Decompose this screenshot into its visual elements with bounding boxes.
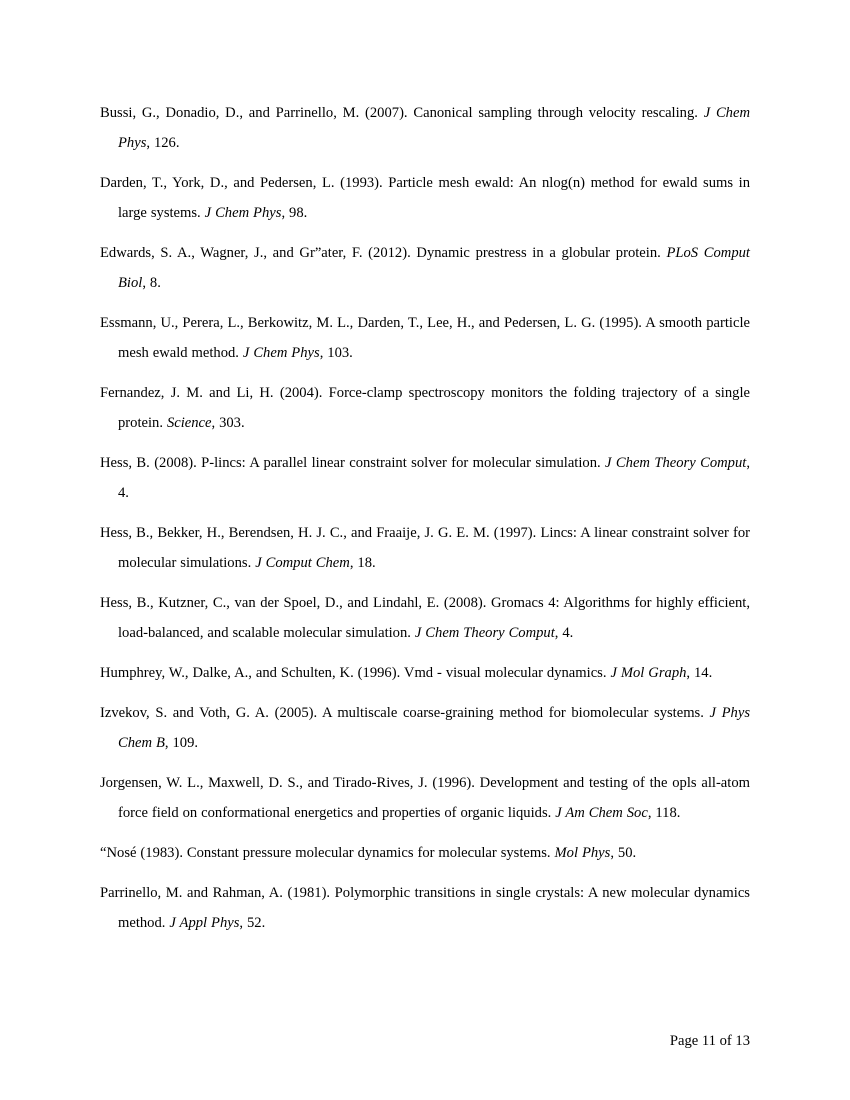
reference-authors-title: Jorgensen, W. L., Maxwell, D. S., and Tirado-Rives, J. (1996). Development and testing of the opls all-atom force field on conformational energetics and properties of organic liquids. — [100, 775, 750, 821]
bibliography-entry — [100, 768, 750, 828]
page-footer — [100, 1026, 750, 1056]
page-number-label: Page 11 of 13 — [669, 1033, 750, 1049]
reference-authors-title: Hess, B., Kutzner, C., van der Spoel, D., and Lindahl, E. (2008). Gromacs 4: Algorithms for highly efficient, load-balanced, and scalable molecular simulation. — [100, 595, 750, 641]
bibliography-entry — [100, 378, 750, 438]
reference-journal: J Chem Phys — [118, 105, 750, 151]
reference-volume: , 14. — [686, 665, 713, 681]
reference-volume: , 18. — [349, 555, 376, 571]
bibliography-entry — [100, 838, 750, 868]
reference-journal: Science — [166, 415, 212, 431]
reference-volume: , 118. — [647, 805, 681, 821]
reference-authors-title: Bussi, G., Donadio, D., and Parrinello, M. (2007). Canonical sampling through velocity rescaling. — [100, 105, 704, 121]
reference-authors-title: Edwards, S. A., Wagner, J., and Gr”ater, F. (2012). Dynamic prestress in a globular protein. — [100, 245, 667, 261]
reference-authors-title: Hess, B. (2008). P-lincs: A parallel linear constraint solver for molecular simulation. — [100, 455, 606, 471]
reference-authors-title: Izvekov, S. and Voth, G. A. (2005). A multiscale coarse-graining method for biomolecular systems. — [100, 705, 710, 721]
bibliography-entry — [100, 588, 750, 648]
bibliography-entry — [100, 308, 750, 368]
reference-volume: , 98. — [281, 205, 308, 221]
reference-volume: , 4. — [118, 455, 750, 501]
reference-journal: J Comput Chem — [255, 555, 350, 571]
reference-volume: , 52. — [239, 915, 266, 931]
reference-authors-title: Fernandez, J. M. and Li, H. (2004). Force-clamp spectroscopy monitors the folding trajectory of a single protein. — [100, 385, 750, 431]
reference-authors-title: Hess, B., Bekker, H., Berendsen, H. J. C., and Fraaije, J. G. E. M. (1997). Lincs: A linear constraint solver for molecular simulations. — [100, 525, 750, 571]
reference-journal: Mol Phys — [554, 845, 611, 861]
reference-volume: , 4. — [554, 625, 574, 641]
reference-volume: , 50. — [610, 845, 637, 861]
reference-authors-title: Parrinello, M. and Rahman, A. (1981). Polymorphic transitions in single crystals: A new molecular dynamics method. — [100, 885, 750, 931]
reference-journal: J Am Chem Soc — [555, 805, 648, 821]
reference-volume: , 8. — [142, 275, 161, 291]
reference-journal: J Appl Phys — [169, 915, 240, 931]
reference-authors-title: “Nosé (1983). Constant pressure molecular dynamics for molecular systems. — [100, 845, 555, 861]
reference-journal: J Mol Graph — [610, 665, 687, 681]
bibliography-list — [100, 98, 750, 938]
reference-journal: J Chem Theory Comput — [605, 455, 747, 471]
bibliography-entry — [100, 98, 750, 158]
bibliography-entry — [100, 658, 750, 688]
reference-authors-title: Humphrey, W., Dalke, A., and Schulten, K. (1996). Vmd - visual molecular dynamics. — [100, 665, 611, 681]
reference-authors-title: Darden, T., York, D., and Pedersen, L. (1993). Particle mesh ewald: An nlog(n) method for ewald sums in large systems. — [100, 175, 750, 221]
bibliography-entry — [100, 698, 750, 758]
reference-authors-title: Essmann, U., Perera, L., Berkowitz, M. L., Darden, T., Lee, H., and Pedersen, L. G. (1995). A smooth particle mesh ewald method. — [100, 315, 750, 361]
reference-journal: J Chem Phys — [242, 345, 320, 361]
bibliography-entry — [100, 518, 750, 578]
reference-volume: , 126. — [146, 135, 180, 151]
reference-volume: , 103. — [319, 345, 353, 361]
bibliography-entry — [100, 448, 750, 508]
reference-journal: J Chem Phys — [204, 205, 282, 221]
reference-journal: J Phys Chem B — [118, 705, 750, 751]
reference-journal: PLoS Comput Biol — [118, 245, 750, 291]
reference-journal: J Chem Theory Comput — [414, 625, 555, 641]
reference-volume: , 109. — [164, 735, 199, 751]
bibliography-entry — [100, 238, 750, 298]
bibliography-entry — [100, 878, 750, 938]
bibliography-entry — [100, 168, 750, 228]
reference-volume: , 303. — [211, 415, 245, 431]
